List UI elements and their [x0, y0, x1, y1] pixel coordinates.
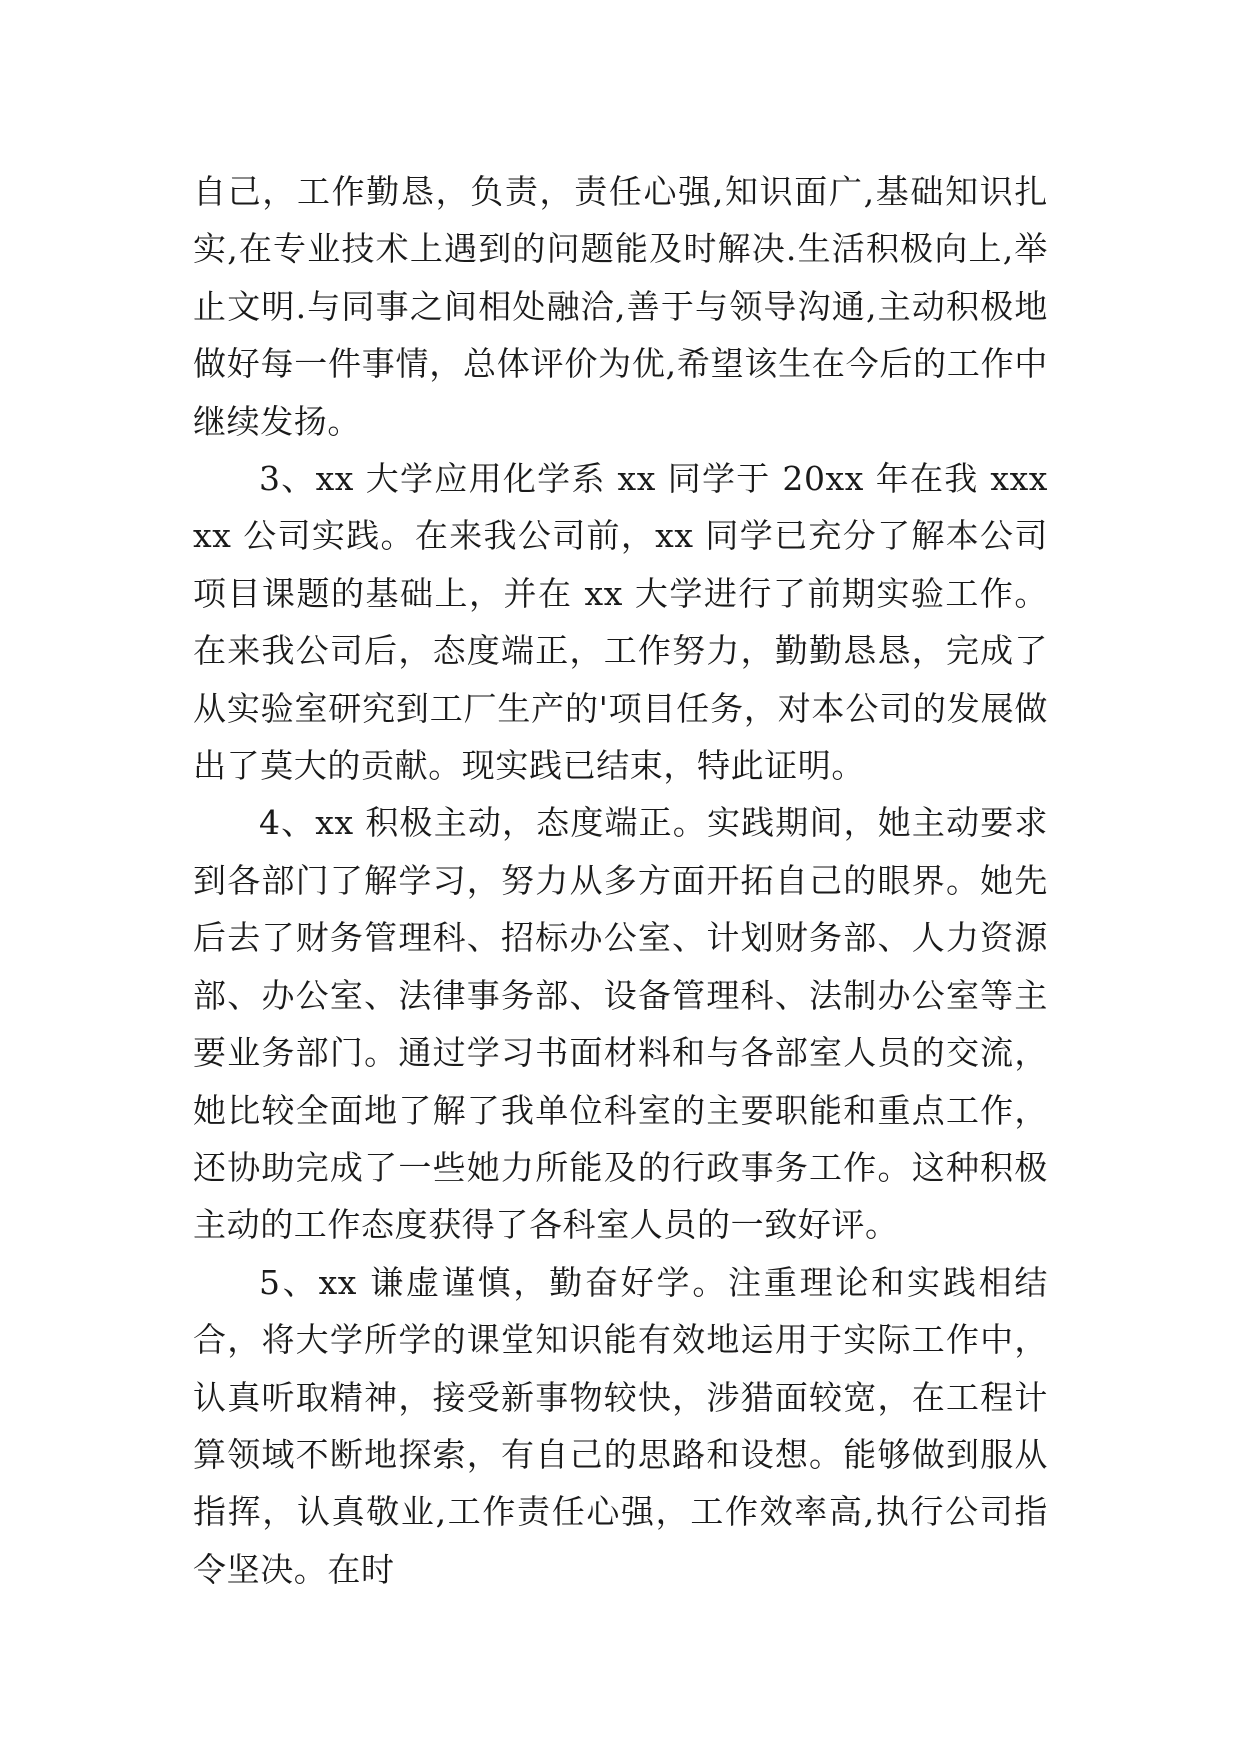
paragraph-3: 4、xx 积极主动，态度端正。实践期间，她主动要求到各部门了解学习，努力从多方面开拓自己的眼界。她先后去了财务管理科、招标办公室、计划财务部、人力资源部、办公室、法律事务部、设备管理科、法制办公室等主要业务部门。通过学习书面材料和与各部室人员的交流，她比较全面地了解了我单位科室的主要职能和重点工作，还协助完成了一些她力所能及的行政事务工作。这种积极主动的工作态度获得了各科室人员的一致好评。: [193, 803, 1048, 1245]
paragraph-4: 5、xx 谦虚谨慎，勤奋好学。注重理论和实践相结合，将大学所学的课堂知识能有效地运用于实际工作中，认真听取精神，接受新事物较快，涉猎面较宽，在工程计算领域不断地探索，有自己的思路和设想。能够做到服从指挥，认真敬业,工作责任心强，工作效率高,执行公司指令坚决。在时: [193, 1262, 1048, 1589]
document-body: [193, 163, 1048, 1598]
paragraph-2: 3、xx 大学应用化学系 xx 同学于 20xx 年在我 xxxxx 公司实践。在来我公司前，xx 同学已充分了解本公司项目课题的基础上，并在 xx 大学进行了前期实验工作。在来我公司后，态度端正，工作努力，勤勤恳恳，完成了从实验室研究到工厂生产的'项目任务，对本公司的发展做出了莫大的贡献。现实践已结束，特此证明。: [193, 459, 1048, 786]
paragraph-1: 自己，工作勤恳，负责，责任心强,知识面广,基础知识扎实,在专业技术上遇到的问题能及时解决.生活积极向上,举止文明.与同事之间相处融洽,善于与领导沟通,主动积极地做好每一件事情，总体评价为优,希望该生在今后的工作中继续发扬。: [193, 172, 1048, 441]
